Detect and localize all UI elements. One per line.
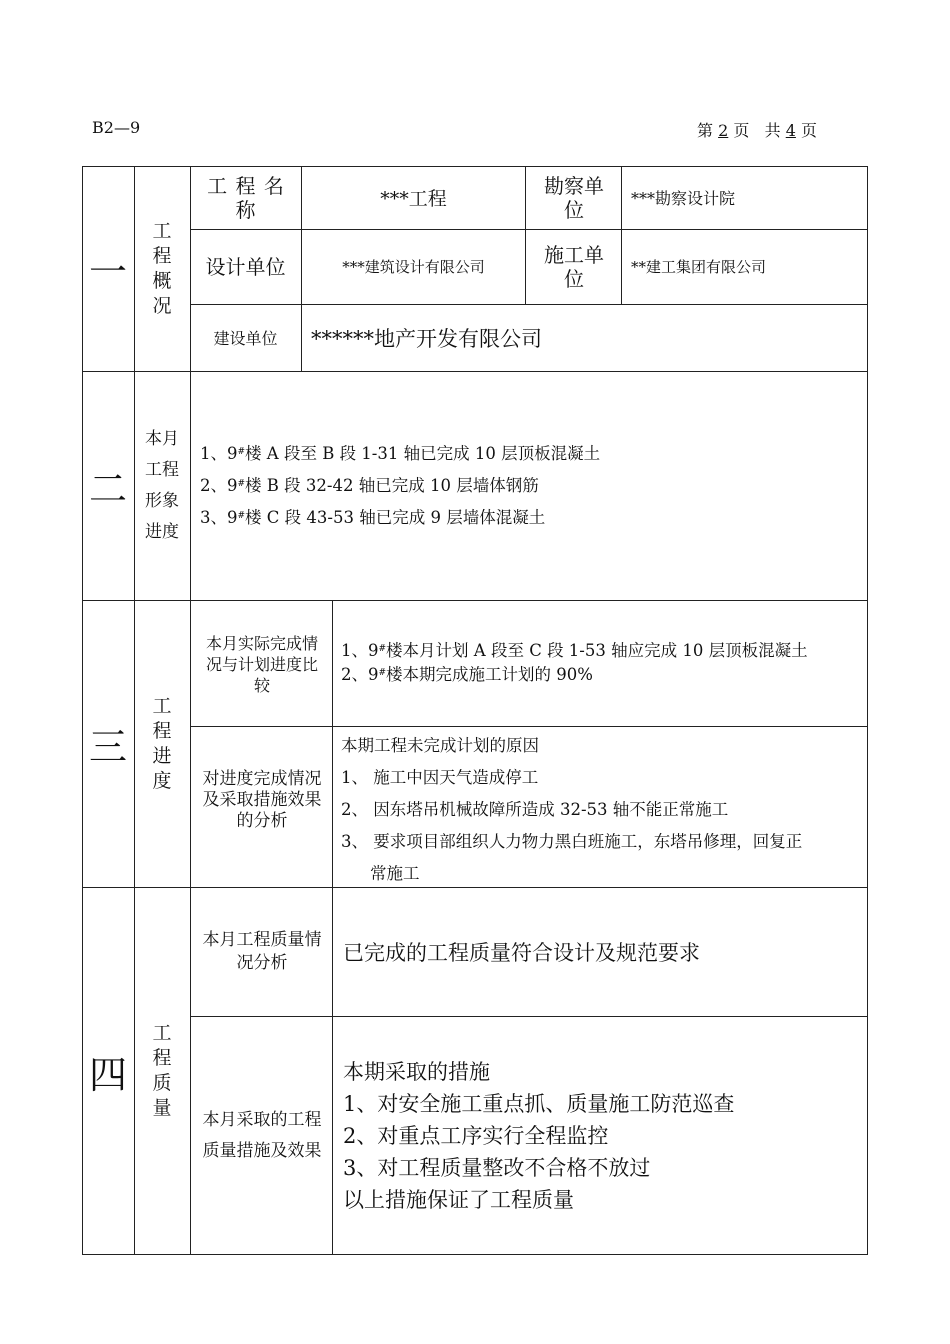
- quality-value: 已完成的工程质量符合设计及规范要求: [343, 940, 700, 965]
- divider: [134, 166, 135, 1255]
- project-name-label: 工 程 名 称: [207, 173, 285, 222]
- measures-content: [343, 1016, 861, 1255]
- list-item: [341, 639, 808, 663]
- section-label: 本月工程形象进度: [145, 428, 179, 542]
- page-current: 2: [718, 121, 729, 140]
- section-number: 一: [88, 250, 127, 294]
- item-superscript: #: [378, 644, 387, 654]
- measures-conclusion: 以上措施保证了工程质量: [343, 1187, 574, 1212]
- measures-items: [343, 1088, 734, 1184]
- progress-list: [200, 371, 860, 600]
- survey-unit-value: ***勘察设计院: [631, 189, 736, 208]
- section-number: 三: [88, 725, 127, 769]
- form-code: B2—9: [92, 118, 141, 137]
- project-name-value: ***工程: [380, 188, 447, 210]
- divider: [332, 887, 333, 1255]
- section-number: 四: [88, 1052, 127, 1097]
- measures-title: 本期采取的措施: [343, 1059, 490, 1084]
- section-label: 工程质量: [152, 1022, 172, 1119]
- analysis-content: [341, 730, 863, 890]
- owner-unit-label: 建设单位: [213, 329, 278, 348]
- survey-unit-label: 勘察单位: [544, 173, 604, 222]
- item-prefix: 2、9: [341, 665, 379, 684]
- page-total: 4: [785, 121, 796, 140]
- construction-unit-value: **建工集团有限公司: [631, 258, 767, 276]
- page-suffix: 页: [795, 121, 817, 140]
- item-text: 楼 C 段 43-53 轴已完成 9 层墙体混凝土: [245, 507, 546, 527]
- list-item: [341, 663, 808, 687]
- divider: [525, 166, 526, 304]
- list-item: [200, 470, 600, 502]
- compare-items: [341, 639, 808, 687]
- quality-label: 本月工程质量情况分析: [202, 929, 322, 973]
- divider: [621, 166, 622, 304]
- list-item: [200, 502, 600, 534]
- compare-label: 本月实际完成情况与计划进度比较: [205, 633, 318, 695]
- analysis-title: 本期工程未完成计划的原因: [341, 736, 539, 755]
- list-item: [200, 438, 600, 470]
- owner-unit-value: ******地产开发有限公司: [311, 326, 542, 351]
- item-superscript: #: [237, 510, 246, 521]
- list-item: 1、对安全施工重点抓、质量施工防范巡查: [343, 1091, 735, 1116]
- design-unit-value: ***建筑设计有限公司: [342, 258, 485, 276]
- item-text: 楼本月计划 A 段至 C 段 1-53 轴应完成 10 层顶板混凝土: [386, 641, 808, 660]
- divider: [190, 726, 868, 727]
- list-item: 2、对重点工序实行全程监控: [343, 1123, 609, 1148]
- measures-block: [343, 1056, 734, 1216]
- analysis-label: 对进度完成情况及采取措施效果的分析: [202, 768, 322, 831]
- item-text: 楼 B 段 32-42 轴已完成 10 层墙体钢筋: [245, 475, 539, 495]
- item-superscript: #: [237, 446, 246, 457]
- page-prefix: 第: [697, 121, 719, 140]
- progress-items: [200, 438, 600, 534]
- item-prefix: 3、9: [200, 507, 238, 527]
- item-prefix: 1、9: [341, 641, 379, 660]
- design-unit-label: 设计单位: [205, 254, 286, 279]
- item-text: 楼 A 段至 B 段 1-31 轴已完成 10 层顶板混凝土: [245, 443, 601, 463]
- list-item: 2、 因东塔吊机械故障所造成 32-53 轴不能正常施工: [341, 800, 729, 819]
- section-label: 工程概况: [152, 219, 172, 317]
- construction-unit-label: 施工单位: [544, 242, 604, 291]
- item-superscript: #: [237, 478, 246, 489]
- list-item: 1、 施工中因天气造成停工: [341, 768, 539, 787]
- item-prefix: 2、9: [200, 475, 238, 495]
- list-item: 3、对工程质量整改不合格不放过: [343, 1155, 651, 1180]
- measures-label: 本月采取的工程质量措施及效果: [202, 1109, 322, 1161]
- item-prefix: 1、9: [200, 443, 238, 463]
- analysis-items: [341, 762, 863, 858]
- divider: [332, 600, 333, 887]
- list-item: 3、 要求项目部组织人力物力黑白班施工，东塔吊修理，回复正: [341, 832, 803, 851]
- page-mid: 页 共: [728, 121, 786, 140]
- compare-content: [341, 600, 861, 726]
- analysis-continuation: 常施工: [370, 864, 420, 883]
- section-number: 二: [88, 467, 127, 511]
- item-superscript: #: [378, 668, 387, 678]
- page-indicator: [697, 118, 817, 141]
- item-text: 楼本期完成施工计划的 90%: [386, 665, 593, 684]
- section-label: 工程进度: [152, 694, 172, 792]
